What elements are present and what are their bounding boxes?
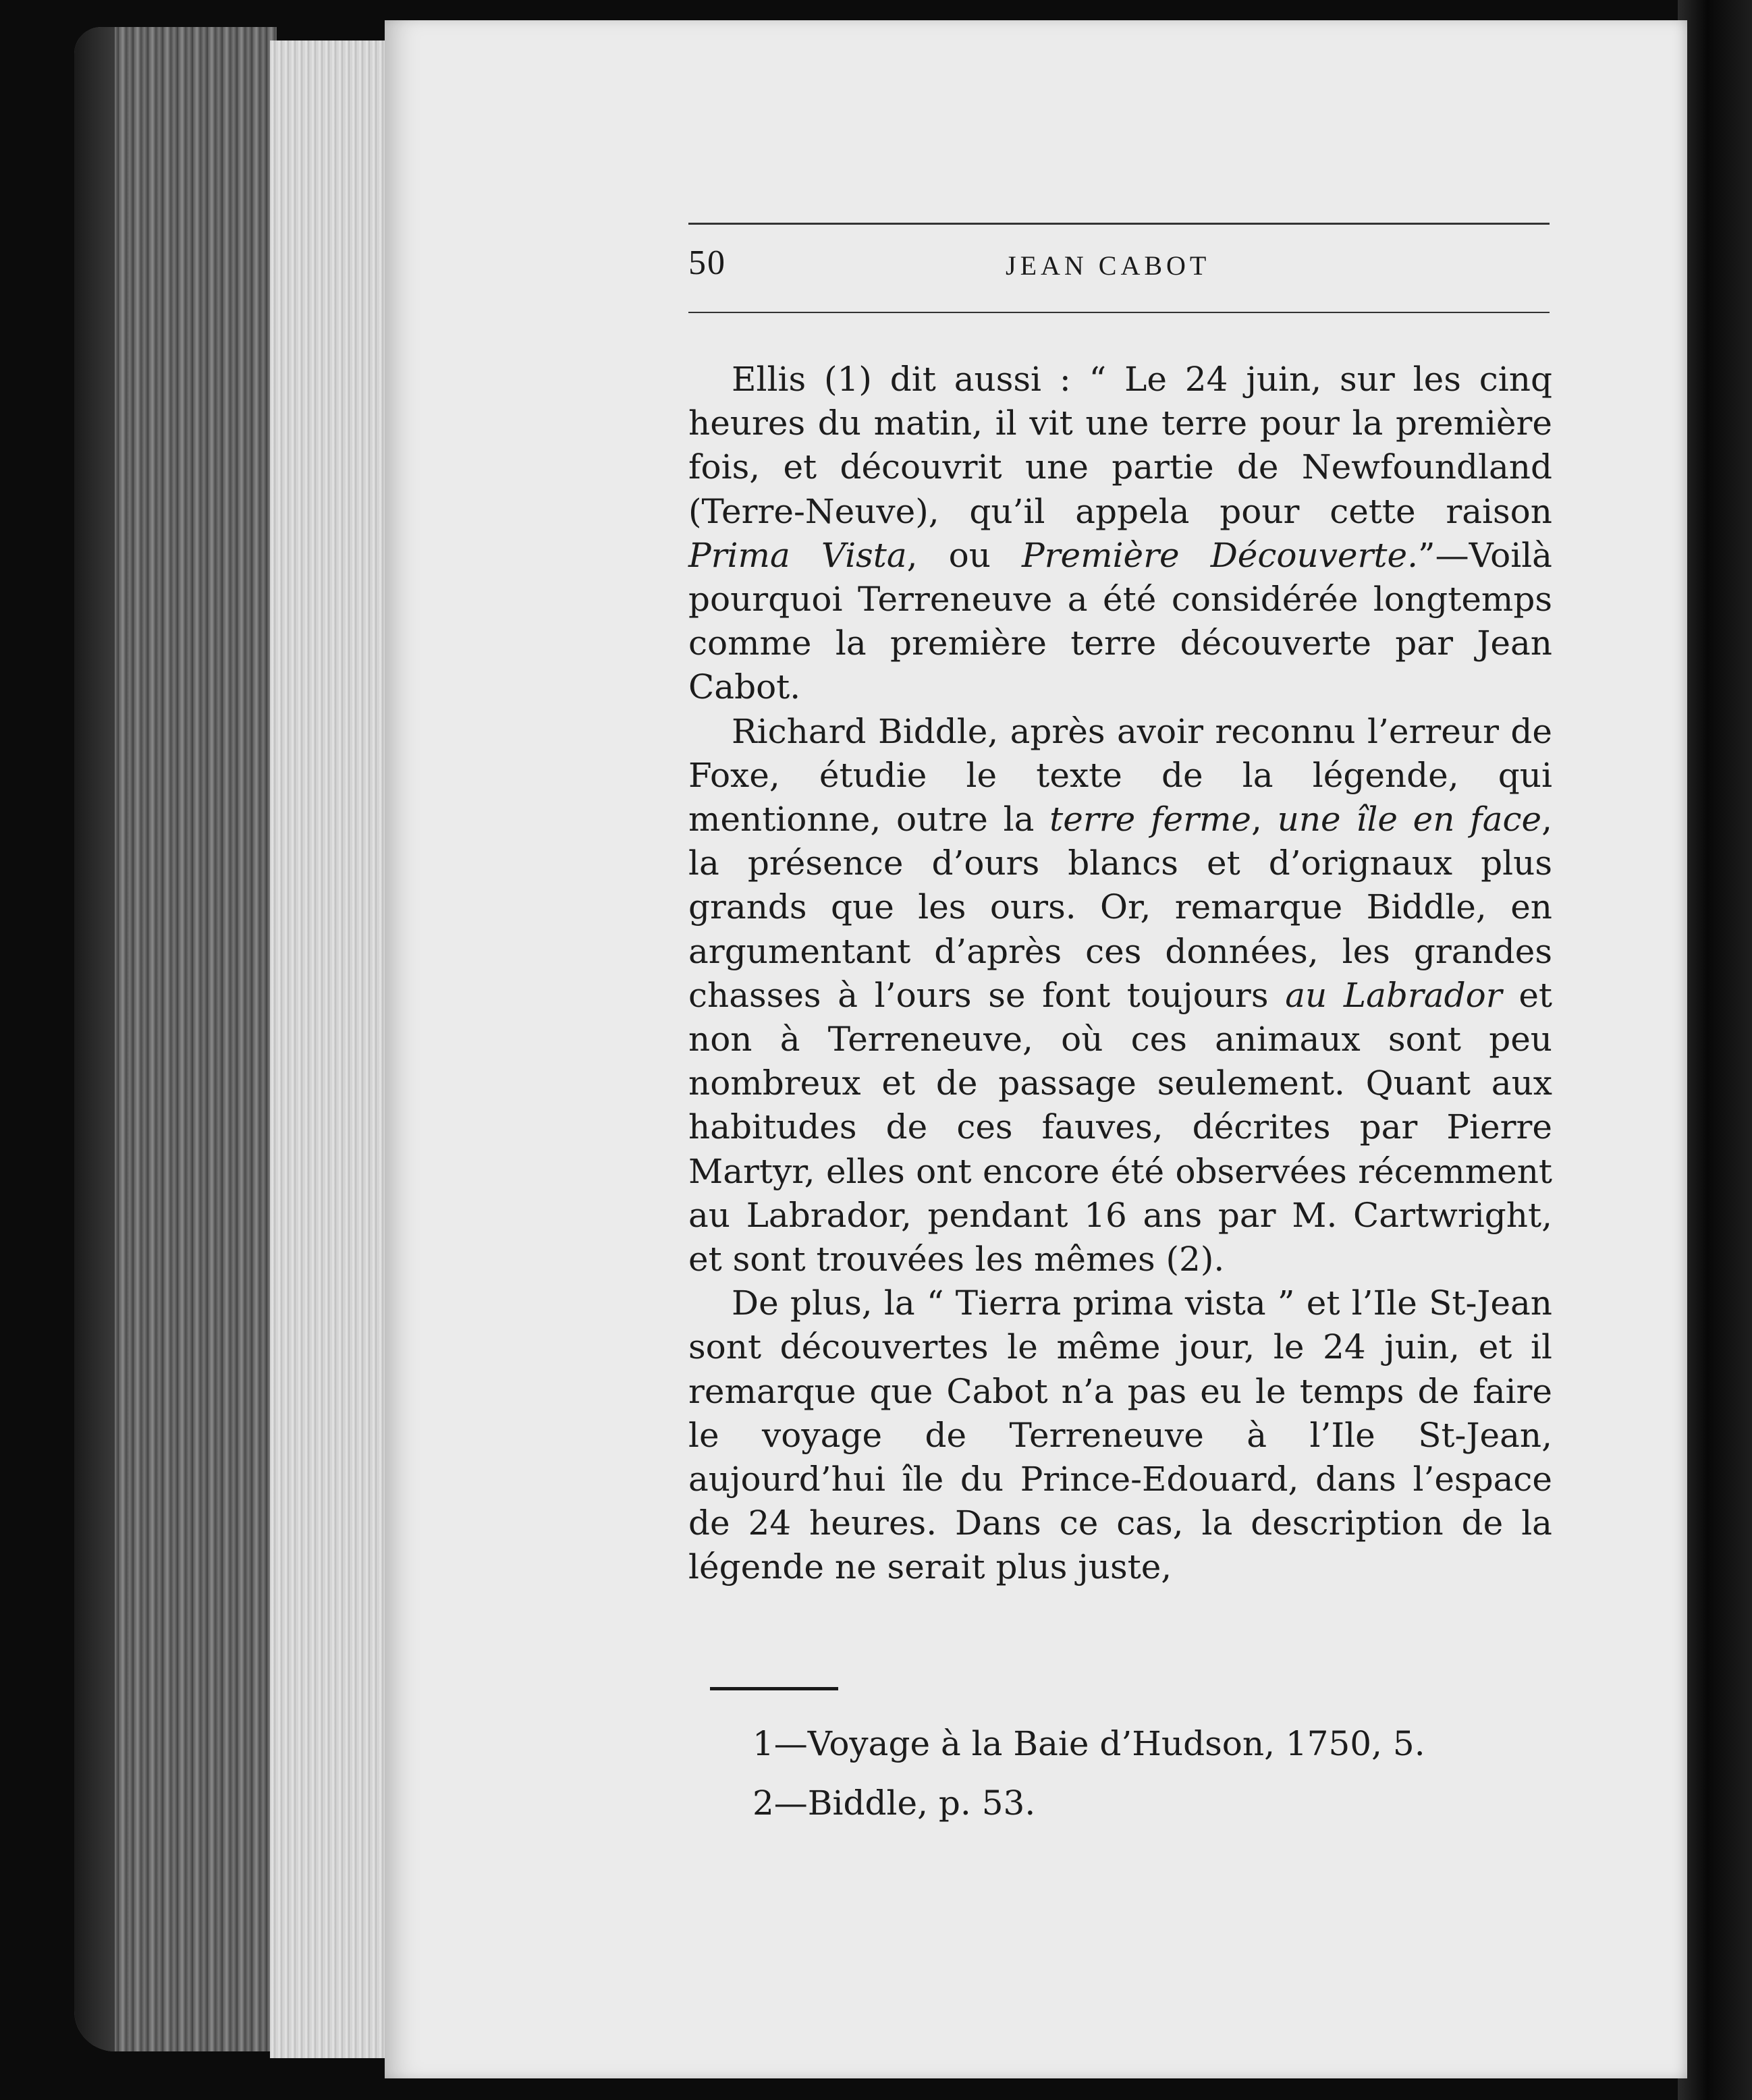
body-text	[688, 358, 1552, 1590]
footnotes	[752, 1714, 1562, 1833]
right-gutter	[1678, 0, 1752, 2100]
page	[385, 20, 1687, 2078]
text-run: Richard Biddle, après avoir reconnu l’erreur de Foxe, étudie le texte de la légende, qui mentionne, outre la	[688, 711, 1552, 839]
text-run: ,	[1251, 800, 1278, 839]
book-cover-shadow	[74, 27, 115, 2051]
paragraph	[688, 358, 1552, 710]
text-run: , ou	[906, 535, 1022, 575]
text-run: et non à Terreneuve, où ces animaux sont peu nombreux et de passage seulement. Quant aux habitudes de ces fauves, décrites par Pierre Martyr, elles ont encore été observées récemment au Labrador, pendant 16 ans par M. Cartwright, et sont trouvées les mêmes (2).	[688, 975, 1553, 1279]
italic-run: au Labrador	[1285, 975, 1502, 1015]
header-rule-bottom	[688, 312, 1550, 313]
paragraph	[688, 710, 1552, 1282]
italic-run: terre ferme	[1049, 800, 1251, 839]
text-run: Ellis (1) dit aussi : “ Le 24 juin, sur les cinq heures du matin, il vit une terre pour la première fois, et découvrit une partie de Newfoundland (Terre-Neuve), qu’il appela pour cette raison	[688, 360, 1552, 531]
italic-run: Première Découverte.	[1022, 535, 1419, 575]
header-rule-top	[688, 223, 1550, 225]
italic-run: une île en face	[1277, 800, 1542, 839]
page-stack-edge	[270, 40, 391, 2058]
italic-run: Prima Vista	[688, 535, 907, 575]
text-run: ”—Voilà pourquoi Terreneuve a été considérée longtemps comme la première terre découverte par Jean Cabot.	[688, 535, 1552, 707]
text-run: , la présence d’ours blancs et d’orignaux plus grands que les ours. Or, remarque Biddle, en argumentant d’après ces données, les grandes chasses à l’ours se font toujours	[688, 800, 1552, 1015]
footnote-rule	[710, 1687, 838, 1690]
footnote: 2—Biddle, p. 53.	[752, 1784, 1036, 1823]
page-number: 50	[688, 244, 726, 282]
paragraph: De plus, la “ Tierra prima vista ” et l’Ile St-Jean sont découvertes le même jour, le 24 juin, et il remarque que Cabot n’a pas eu le temps de faire le voyage de Terreneuve à l’Ile St-Jean, aujourd’hui île du Prince-Edouard, dans l’espace de 24 heures. Dans ce cas, la description de la légende ne serait plus juste,	[688, 1283, 1552, 1587]
footnote: 1—Voyage à la Baie d’Hudson, 1750, 5.	[752, 1724, 1425, 1763]
running-head: JEAN CABOT	[1006, 250, 1211, 281]
